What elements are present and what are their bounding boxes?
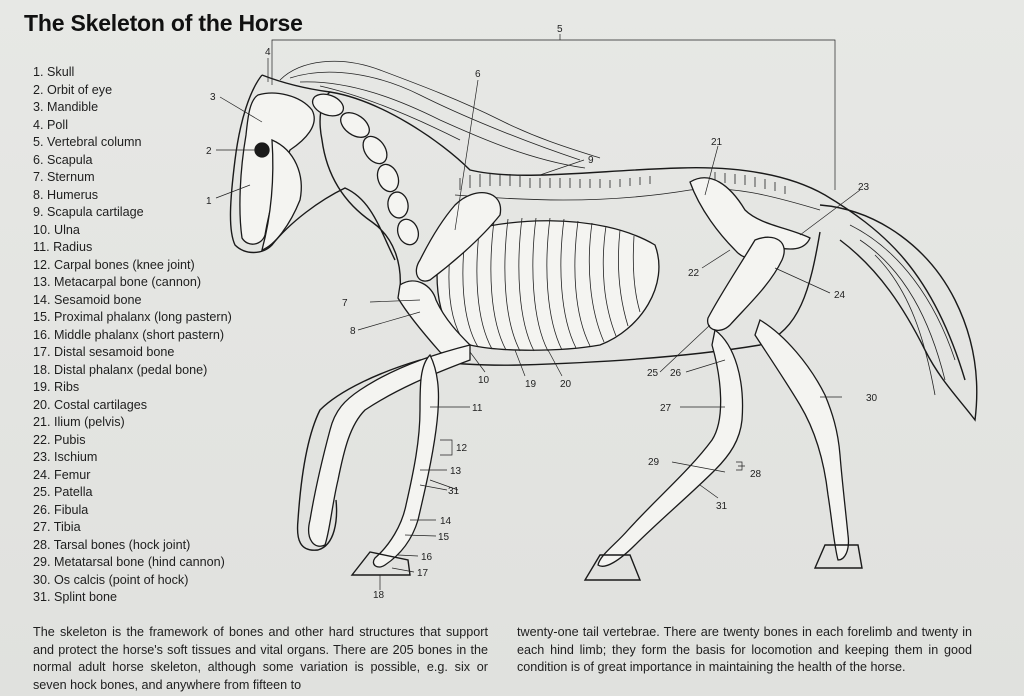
callout-10: 10 bbox=[478, 375, 490, 386]
callout-1: 1 bbox=[206, 196, 212, 207]
eye-orbit bbox=[255, 143, 269, 157]
callout-22: 22 bbox=[688, 268, 700, 279]
callout-23: 23 bbox=[858, 182, 870, 193]
legend-item: 28. Tarsal bones (hock joint) bbox=[33, 537, 191, 552]
callout-19: 19 bbox=[525, 379, 537, 390]
callout-17: 17 bbox=[417, 568, 429, 579]
callout-31b: 31 bbox=[716, 501, 728, 512]
tail bbox=[820, 205, 977, 420]
callout-9: 9 bbox=[588, 155, 594, 166]
callout-28: 28 bbox=[750, 469, 762, 480]
legend-item: 11. Radius bbox=[33, 240, 93, 254]
callout-4: 4 bbox=[265, 47, 271, 58]
callout-3: 3 bbox=[210, 92, 216, 103]
callout-30: 30 bbox=[866, 393, 878, 404]
legend-item: 7. Sternum bbox=[33, 170, 95, 184]
callout-7: 7 bbox=[342, 298, 348, 309]
legend-item: 9. Scapula cartilage bbox=[33, 205, 144, 219]
legend-item: 31. Splint bone bbox=[33, 590, 118, 604]
legend-item: 24. Femur bbox=[33, 467, 91, 482]
callout-6: 6 bbox=[475, 69, 481, 80]
legend-item: 20. Costal cartilages bbox=[33, 397, 148, 412]
callout-31a: 31 bbox=[448, 486, 460, 497]
callout-21: 21 bbox=[711, 137, 723, 148]
legend-item: 30. Os calcis (point of hock) bbox=[33, 572, 189, 587]
callout-5: 5 bbox=[557, 24, 563, 35]
legend-item: 25. Patella bbox=[33, 485, 93, 499]
hindlimb-rear bbox=[755, 320, 848, 560]
callout-26: 26 bbox=[670, 368, 682, 379]
callout-27: 27 bbox=[660, 403, 672, 414]
callout-29: 29 bbox=[648, 457, 660, 468]
description-column-1: The skeleton is the framework of bones and other hard structures that support and protect the horse's soft tissues and vital organs. There are 205 bones in the normal adult horse skeleton, although some variation is possible, e.g. six or seven hock bones, and anywhere from fifteen to bbox=[33, 625, 488, 692]
legend-item: 3. Mandible bbox=[33, 100, 99, 114]
pelvis bbox=[690, 178, 810, 258]
callout-13: 13 bbox=[450, 466, 462, 477]
callout-12: 12 bbox=[456, 443, 468, 454]
legend-item: 29. Metatarsal bone (hind cannon) bbox=[33, 555, 225, 569]
legend-item: 21. Ilium (pelvis) bbox=[33, 415, 125, 429]
hindlimb-leading bbox=[598, 330, 743, 566]
callout-8: 8 bbox=[350, 326, 356, 337]
legend-item: 12. Carpal bones (knee joint) bbox=[33, 257, 195, 272]
callout-18: 18 bbox=[373, 590, 385, 601]
legend-item: 23. Ischium bbox=[33, 450, 98, 464]
legend-item: 1. Skull bbox=[33, 65, 75, 79]
legend-item: 10. Ulna bbox=[33, 222, 80, 237]
legend-item: 15. Proximal phalanx (long pastern) bbox=[33, 310, 232, 324]
legend-item: 13. Metacarpal bone (cannon) bbox=[33, 275, 202, 289]
legend-item: 26. Fibula bbox=[33, 502, 89, 517]
callout-20: 20 bbox=[560, 379, 572, 390]
vertebral-spine bbox=[455, 189, 820, 210]
vertebral-column-bracket bbox=[272, 34, 835, 190]
callout-25: 25 bbox=[647, 368, 659, 379]
callout-16: 16 bbox=[421, 552, 433, 563]
legend-item: 8. Humerus bbox=[33, 187, 99, 202]
description-column-2: twenty-one tail vertebrae. There are twenty bones in each forelimb and twenty in each hind limb; they form the basis for locomotion and keeping them in good condition is of great importance in maintaining the health of the horse. bbox=[517, 625, 972, 674]
callout-14: 14 bbox=[440, 516, 452, 527]
legend-item: 27. Tibia bbox=[33, 520, 81, 534]
page-title: The Skeleton of the Horse bbox=[24, 10, 303, 36]
callout-11: 11 bbox=[472, 403, 483, 414]
legend-item: 18. Distal phalanx (pedal bone) bbox=[33, 362, 208, 377]
legend-item: 16. Middle phalanx (short pastern) bbox=[33, 327, 225, 342]
legend-item: 6. Scapula bbox=[33, 152, 93, 167]
legend-item: 19. Ribs bbox=[33, 380, 80, 394]
legend-item: 5. Vertebral column bbox=[33, 135, 142, 149]
legend-item: 14. Sesamoid bone bbox=[33, 292, 142, 307]
legend-item: 17. Distal sesamoid bone bbox=[33, 345, 175, 359]
callout-2: 2 bbox=[206, 146, 212, 157]
callout-24: 24 bbox=[834, 290, 846, 301]
legend-item: 2. Orbit of eye bbox=[33, 82, 113, 97]
legend-item: 22. Pubis bbox=[33, 432, 86, 447]
neck-vertebrae bbox=[310, 90, 422, 248]
legend-item: 4. Poll bbox=[33, 117, 69, 132]
callout-15: 15 bbox=[438, 532, 450, 543]
